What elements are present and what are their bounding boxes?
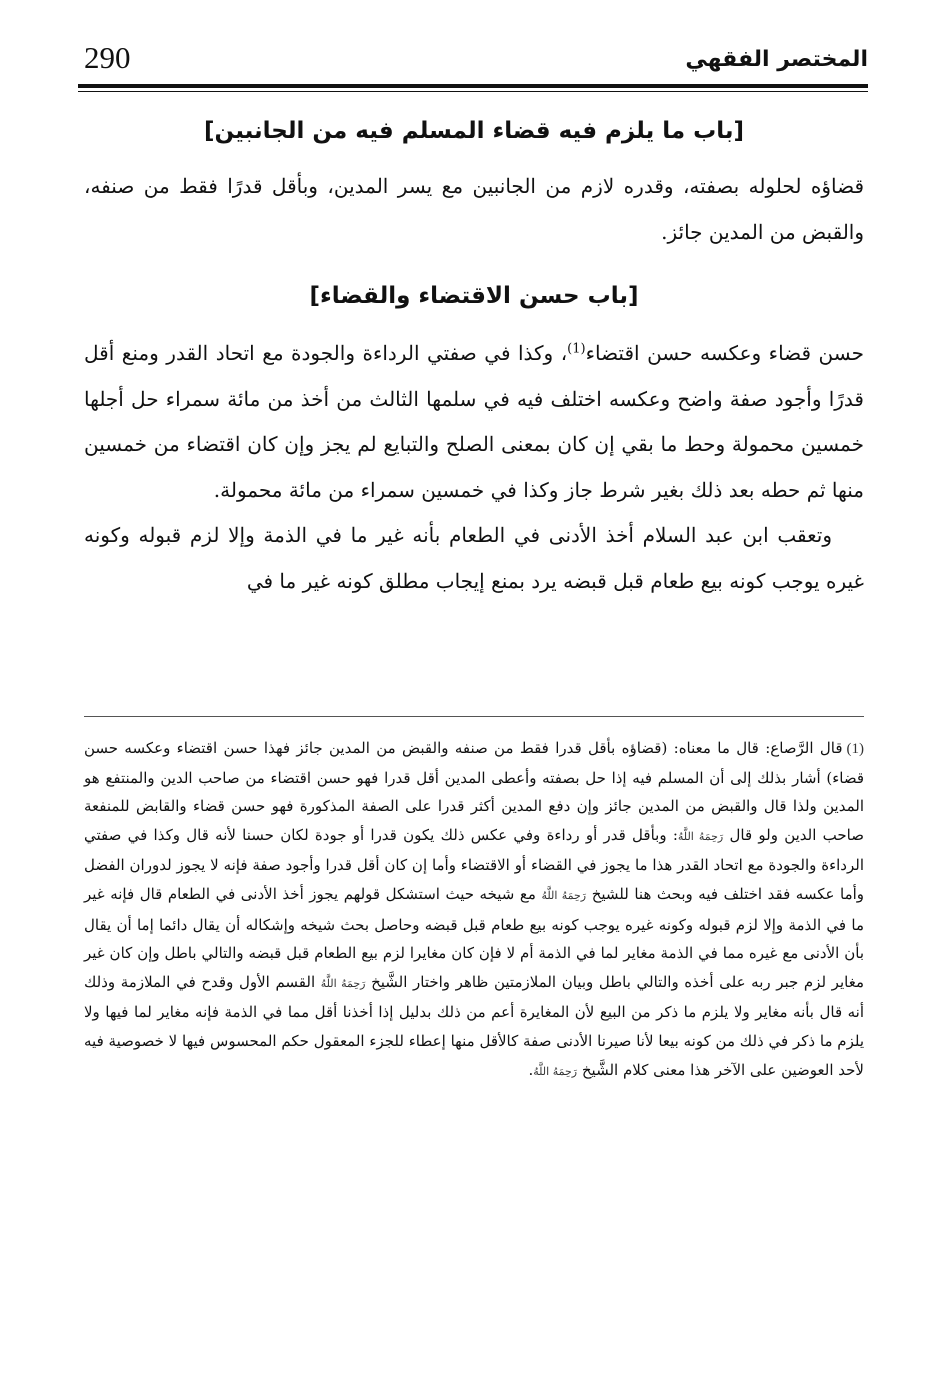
- honorific-3: رَحِمَهُ اللَّهُ: [320, 976, 366, 990]
- honorific-1: رَحِمَهُ اللَّهُ: [677, 829, 724, 843]
- footnote-separator: [84, 716, 864, 717]
- page-number: 290: [84, 40, 131, 75]
- footnote-reference[interactable]: (1): [567, 341, 586, 357]
- chapter-heading-1: [باب ما يلزم فيه قضاء المسلم فيه من الجانبين]: [204, 118, 744, 144]
- page-header: [78, 38, 868, 88]
- footnote: [84, 734, 864, 1086]
- paragraph-2-start: حسن قضاء وعكسه حسن اقتضاء: [585, 341, 864, 365]
- paragraph-2: [84, 331, 864, 513]
- main-text: [84, 104, 864, 604]
- paragraph-3: وتعقب ابن عبد السلام أخذ الأدنى في الطعام بأنه غير ما في الذمة وإلا لزم قبوله وكونه غيره يوجب كونه بيع طعام قبل قبضه يرد بمنع إيجاب مطلق كونه غير ما في: [84, 523, 864, 593]
- header-rule-thin: [78, 91, 868, 92]
- footnote-text-end: .: [528, 1060, 534, 1079]
- footnote-text-a: قال الرَّصاع: قال ما معناه: (قضاؤه بأقل قدرا فقط من صنفه والقبض من المدين جائز فهذا حسن اقتضاء وعكسه حسن قضاء) أشار بذلك إلى أن المسلم فيه إذا حل بصفته وأعطى المدين أقل قدرا فهو حسن اقتضاء من صاحب الدين والمنتفع هو المدين ولذا قال والقبض من المدين جائز وإن دفع المدين أكثر قدرا على الصفة المذكورة فهو حسن قضاء والقابض للمنفعة صاحب الدين ولو قال: [84, 739, 864, 844]
- footnote-text-b: : وبأقل قدر أو رداءة وفي عكس ذلك يكون قدرا أو جودة لكان حسنا لأنه قال وكذا في صفتي الرداءة والجودة مع اتحاد القدر هذا ما يجوز في القضاء أو الاقتضاء وأما إن كان أقل قدرا وأجود صفة فإنه لا يجوز لدوران الفضل وأما عكسه فقد اختلف فيه وبحث هنا للشيخ: [84, 825, 865, 903]
- footnote-text-d: القسم الأول وقدح في الملازمة وذلك أنه قال بأنه مغاير ولا يلزم ما ذكر من البيع لأن المغايرة أعم من ذلك بدليل إذا أخذنا أقل مما في الذمة فإنه مغاير لما فيها ولا يلزم ما ذكر في ذلك من كونه بيعا لأنا صيرنا الأدنى صفة كالأقل منها إعطاء للجزء المعقول حكم المحسوس فيها لا خصوصية فيه لأحد العوضين على الآخر هذا معنى كلام الشَّيخ: [84, 972, 864, 1079]
- chapter-heading-2: [باب حسن الاقتضاء والقضاء]: [309, 283, 639, 309]
- honorific-2: رَحِمَهُ اللَّهُ: [541, 888, 587, 902]
- footnote-marker: (1): [846, 741, 864, 757]
- paragraph-2-rest: ، وكذا في صفتي الرداءة والجودة مع اتحاد القدر ومنع أقل قدرًا وأجود صفة واضح وعكسه اختلف فيه في سلمها الثالث من أخذ من مائة سمراء حل أجلها خمسين محمولة وحط ما بقي إن كان بمعنى الصلح والتبايع لم يجز وإن كان اقتضاء من خمسين منها ثم حطه بعد ذلك بغير شرط جاز وكذا في خمسين سمراء من مائة محمولة.: [84, 341, 864, 502]
- paragraph-1: قضاؤه لحلوله بصفته، وقدره لازم من الجانبين مع يسر المدين، وبأقل قدرًا فقط من صنفه، والقبض من المدين جائز.: [84, 174, 864, 244]
- running-title: المختصر الفقهي: [685, 47, 868, 72]
- header-rule-thick: [78, 84, 868, 88]
- honorific-4: رَحِمَهُ اللَّهُ: [533, 1064, 578, 1078]
- footnote-text-c: مع شيخه حيث استشكل قولهم يجوز أخذ الأدنى في الطعام قال فإنه غير ما في الذمة وإلا لزم قبوله وكونه غيره يوجب كونه بيع طعام قبل قبضه وحاصل بحث شيخه وإشكاله أن يقال دائما إما أن يقال بأن الأدنى مع غيره مما في الذمة مغاير لما في الذمة أم لا فإن كان مغايرا لزم بيع الطعام قبل قبضه والتالي باطل وإن كان غير مغاير لزم جبر ربه على أخذه والتالي باطل وبيان الملازمتين ظاهر واختار الشَّيخ: [84, 884, 864, 991]
